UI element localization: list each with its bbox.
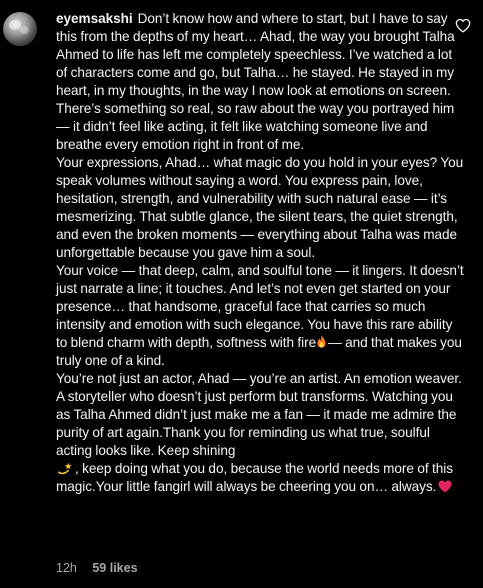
comment-body bbox=[56, 10, 466, 496]
username-link[interactable]: eyemsakshi bbox=[56, 11, 133, 26]
fire-emoji-icon bbox=[317, 335, 326, 348]
comment-paragraph bbox=[56, 10, 466, 154]
likes-count-link[interactable]: 59 likes bbox=[92, 561, 138, 575]
comment-paragraph bbox=[56, 154, 466, 262]
comment-paragraph bbox=[56, 262, 466, 370]
heart-outline-icon[interactable] bbox=[455, 18, 471, 33]
avatar[interactable] bbox=[3, 12, 37, 46]
dizzy-emoji-icon bbox=[57, 461, 72, 475]
avatar-highlight bbox=[20, 26, 29, 34]
comment-text: , keep doing what you do, because the world needs more of this magic.Your little fangirl will always be cheering you on… always. bbox=[56, 461, 453, 494]
red-heart-emoji-icon bbox=[438, 480, 452, 493]
comment-paragraph bbox=[56, 370, 466, 496]
comment-text: Your voice — that deep, calm, and soulful tone — it lingers. It doesn’t just narrate a line; it touches. And let’s not even get started on your presence… that handsome, graceful face that carries so much intensity and emotion with such elegance. You have this rare ability to blend charm with depth, softness with fire bbox=[56, 263, 464, 350]
timestamp: 12h bbox=[56, 561, 77, 575]
comment-text: Don’t know how and where to start, but I have to say this from the depths of my heart… Ahad, the way you brought Talha Ahmed to life has left me completely speechless. I’ve watched a lot of characters come and go, but Talha… he stayed. He stayed in my heart, in my thoughts, in the way I now look at emotions on screen. There’s something so real, so raw about the way you portrayed him — it didn’t feel like acting, it felt like watching someone live and breathe every emotion right in front of me. bbox=[56, 11, 455, 152]
comment-text: You’re not just an actor, Ahad — you’re an artist. An emotion weaver. A storyteller who doesn’t just perform but transforms. Watching you as Talha Ahmed didn’t just make me a fan — it made me admire the purity of art again.Thank you for reminding us what true, soulful acting looks like. Keep shining bbox=[56, 371, 462, 458]
comment-text: Your expressions, Ahad… what magic do you hold in your eyes? You speak volumes without saying a word. You express pain, love, hesitation, strength, and vulnerability with such natural ease — it’s mesmerizing. That subtle glance, the silent tears, the quiet strength, and even the broken moments — everything about Talha was made unforgettable because you gave him a soul. bbox=[56, 155, 464, 260]
comment-text: — and that makes you truly one of a kind. bbox=[56, 335, 462, 368]
comment-meta bbox=[56, 561, 138, 575]
